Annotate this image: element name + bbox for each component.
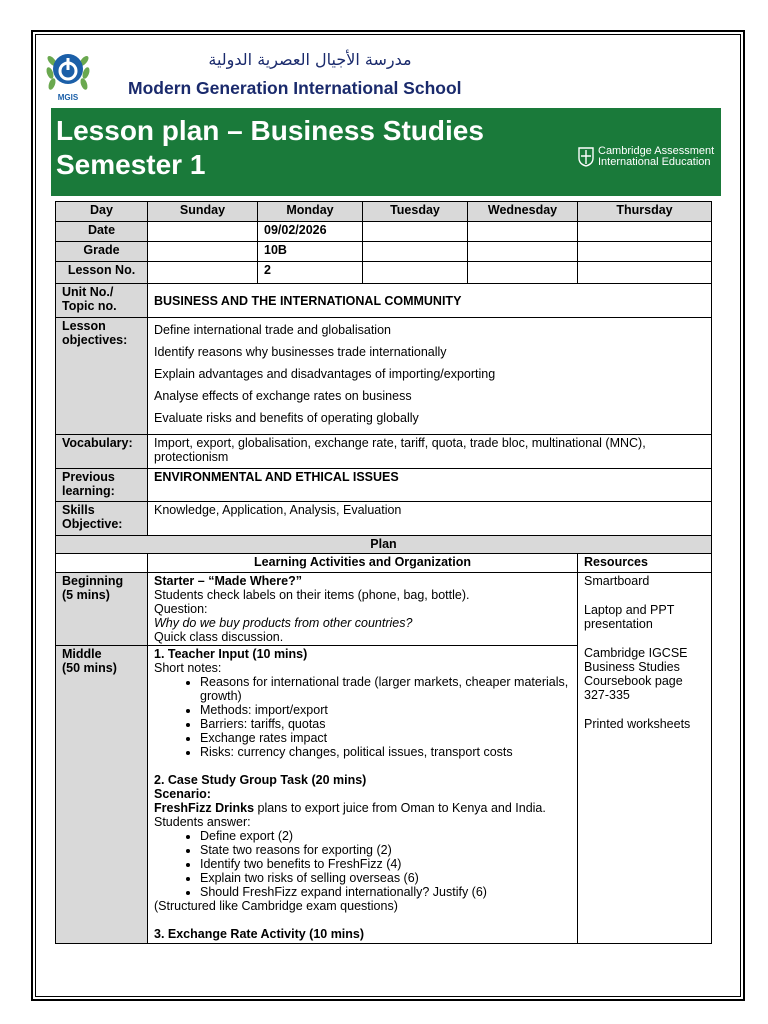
date-row xyxy=(56,222,712,242)
day-row xyxy=(56,202,712,222)
lesson-sunday xyxy=(148,262,258,284)
objective-item: Evaluate risks and benefits of operating globally xyxy=(154,411,419,425)
unit-label xyxy=(56,284,148,318)
plan-resources-header: Resources xyxy=(578,554,712,573)
grade-wednesday xyxy=(468,242,578,262)
list-item: • Reasons for international trade (larger markets, cheaper materials, growth) xyxy=(200,675,571,703)
starter-heading: Starter – “Made Where?” xyxy=(154,574,302,588)
lesson-thursday xyxy=(578,262,712,284)
previous-label-line-2: learning: xyxy=(62,484,115,498)
title-line-2: Semester 1 xyxy=(56,149,206,180)
lesson-no-label: Lesson No. xyxy=(56,262,148,284)
middle-label xyxy=(56,646,148,944)
grade-row xyxy=(56,242,712,262)
grade-label: Grade xyxy=(56,242,148,262)
beginning-label xyxy=(56,573,148,646)
middle-activities xyxy=(148,646,578,944)
day-monday: Monday xyxy=(258,202,363,222)
scenario-label: Scenario: xyxy=(154,787,211,801)
beginning-label-line-1: Beginning xyxy=(62,574,124,588)
list-item: • Define export (2) xyxy=(200,829,571,843)
plan-header-row xyxy=(56,554,712,573)
plan-title: Plan xyxy=(56,536,712,554)
beginning-row xyxy=(56,573,712,646)
lesson-plan-table xyxy=(55,201,712,944)
day-label: Day xyxy=(56,202,148,222)
list-item: • Exchange rates impact xyxy=(200,731,571,745)
skills-label xyxy=(56,502,148,536)
day-tuesday: Tuesday xyxy=(363,202,468,222)
objective-item: Explain advantages and disadvantages of importing/exporting xyxy=(154,367,496,381)
lesson-no-row xyxy=(56,262,712,284)
resources-cell xyxy=(578,573,712,944)
objective-item: Define international trade and globalisation xyxy=(154,323,391,337)
title-banner xyxy=(51,108,721,196)
plan-title-row xyxy=(56,536,712,554)
objectives-row xyxy=(56,318,712,435)
previous-learning-label xyxy=(56,469,148,502)
unit-row xyxy=(56,284,712,318)
previous-label-line-1: Previous xyxy=(62,470,115,484)
beginning-activities xyxy=(148,573,578,646)
exchange-rate-heading: 3. Exchange Rate Activity (10 mins) xyxy=(154,927,365,941)
skills-row xyxy=(56,502,712,536)
date-wednesday xyxy=(468,222,578,242)
grade-tuesday xyxy=(363,242,468,262)
plan-activities-header: Learning Activities and Organization xyxy=(148,554,578,573)
school-name-arabic: مدرسة الأجيال العصرية الدولية xyxy=(208,50,412,69)
starter-discussion: Quick class discussion. xyxy=(154,630,284,644)
cambridge-logo xyxy=(578,146,714,168)
cambridge-line-2: International Education xyxy=(598,156,711,168)
lesson-wednesday xyxy=(468,262,578,284)
question-text: Why do we buy products from other countries? xyxy=(154,616,413,630)
students-answer-label: Students answer: xyxy=(154,815,251,829)
starter-line: Students check labels on their items (phone, bag, bottle). xyxy=(154,588,470,602)
grade-sunday xyxy=(148,242,258,262)
skills-value: Knowledge, Application, Analysis, Evaluation xyxy=(148,502,712,536)
logo-text: MGIS xyxy=(57,93,79,102)
vocabulary-row xyxy=(56,435,712,469)
objectives-label-line-1: Lesson xyxy=(62,319,106,333)
plan-header-blank xyxy=(56,554,148,573)
unit-value: BUSINESS AND THE INTERNATIONAL COMMUNITY xyxy=(148,284,712,318)
scenario-text xyxy=(154,801,571,815)
day-sunday: Sunday xyxy=(148,202,258,222)
case-study-list xyxy=(154,829,571,899)
objectives-label xyxy=(56,318,148,435)
objective-item: Analyse effects of exchange rates on business xyxy=(154,389,412,403)
title-line-1: Lesson plan – Business Studies xyxy=(56,115,484,146)
previous-learning-row xyxy=(56,469,712,502)
page-title xyxy=(56,114,484,182)
previous-learning-value: ENVIRONMENTAL AND ETHICAL ISSUES xyxy=(148,469,712,502)
skills-label-line-2: Objective: xyxy=(62,517,123,531)
starter-question-label: Question: xyxy=(154,602,208,616)
grade-monday: 10B xyxy=(258,242,363,262)
vocabulary-value: Import, export, globalisation, exchange rate, tariff, quota, trade bloc, multinational (MNC), protectionism xyxy=(148,435,712,469)
teacher-input-list xyxy=(154,675,571,759)
list-item: • Explain two risks of selling overseas (6) xyxy=(200,871,571,885)
list-item: • Barriers: tariffs, quotas xyxy=(200,717,571,731)
day-wednesday: Wednesday xyxy=(468,202,578,222)
list-item: • Should FreshFizz expand internationally? Justify (6) xyxy=(200,885,571,899)
objectives-list xyxy=(148,318,712,435)
teacher-input-sub: Short notes: xyxy=(154,661,222,675)
resource-item: Printed worksheets xyxy=(584,717,691,731)
unit-label-line-2: Topic no. xyxy=(62,299,117,313)
vocabulary-label: Vocabulary: xyxy=(56,435,148,469)
scenario-body: plans to export juice from Oman to Kenya and India. xyxy=(254,801,546,815)
resource-item: Smartboard xyxy=(584,574,650,588)
unit-label-line-1: Unit No./ xyxy=(62,285,114,299)
resource-item: Laptop and PPT presentation xyxy=(584,603,675,631)
cambridge-shield-icon xyxy=(578,147,594,167)
date-tuesday xyxy=(363,222,468,242)
skills-label-line-1: Skills xyxy=(62,503,95,517)
date-label: Date xyxy=(56,222,148,242)
case-study-note: (Structured like Cambridge exam questions) xyxy=(154,899,398,913)
grade-thursday xyxy=(578,242,712,262)
list-item: • Risks: currency changes, political issues, transport costs xyxy=(200,745,571,759)
list-item: • Methods: import/export xyxy=(200,703,571,717)
objectives-label-line-2: objectives: xyxy=(62,333,128,347)
lesson-monday: 2 xyxy=(258,262,363,284)
teacher-input-heading: 1. Teacher Input (10 mins) xyxy=(154,647,308,661)
middle-label-line-1: Middle xyxy=(62,647,102,661)
starter-question xyxy=(154,616,571,630)
case-study-heading: 2. Case Study Group Task (20 mins) xyxy=(154,773,367,787)
beginning-label-line-2: (5 mins) xyxy=(62,588,110,602)
company-name: FreshFizz Drinks xyxy=(154,801,255,815)
date-monday: 09/02/2026 xyxy=(258,222,363,242)
day-thursday: Thursday xyxy=(578,202,712,222)
middle-label-line-2: (50 mins) xyxy=(62,661,117,675)
resource-item: Cambridge IGCSE Business Studies Coursebook page 327-335 xyxy=(584,646,688,702)
cambridge-line-1: Cambridge Assessment xyxy=(598,145,715,157)
date-thursday xyxy=(578,222,712,242)
school-logo xyxy=(42,43,94,103)
list-item: • State two reasons for exporting (2) xyxy=(200,843,571,857)
school-name-english: Modern Generation International School xyxy=(128,78,462,98)
lesson-tuesday xyxy=(363,262,468,284)
date-sunday xyxy=(148,222,258,242)
list-item: • Identify two benefits to FreshFizz (4) xyxy=(200,857,571,871)
objective-item: Identify reasons why businesses trade internationally xyxy=(154,345,447,359)
